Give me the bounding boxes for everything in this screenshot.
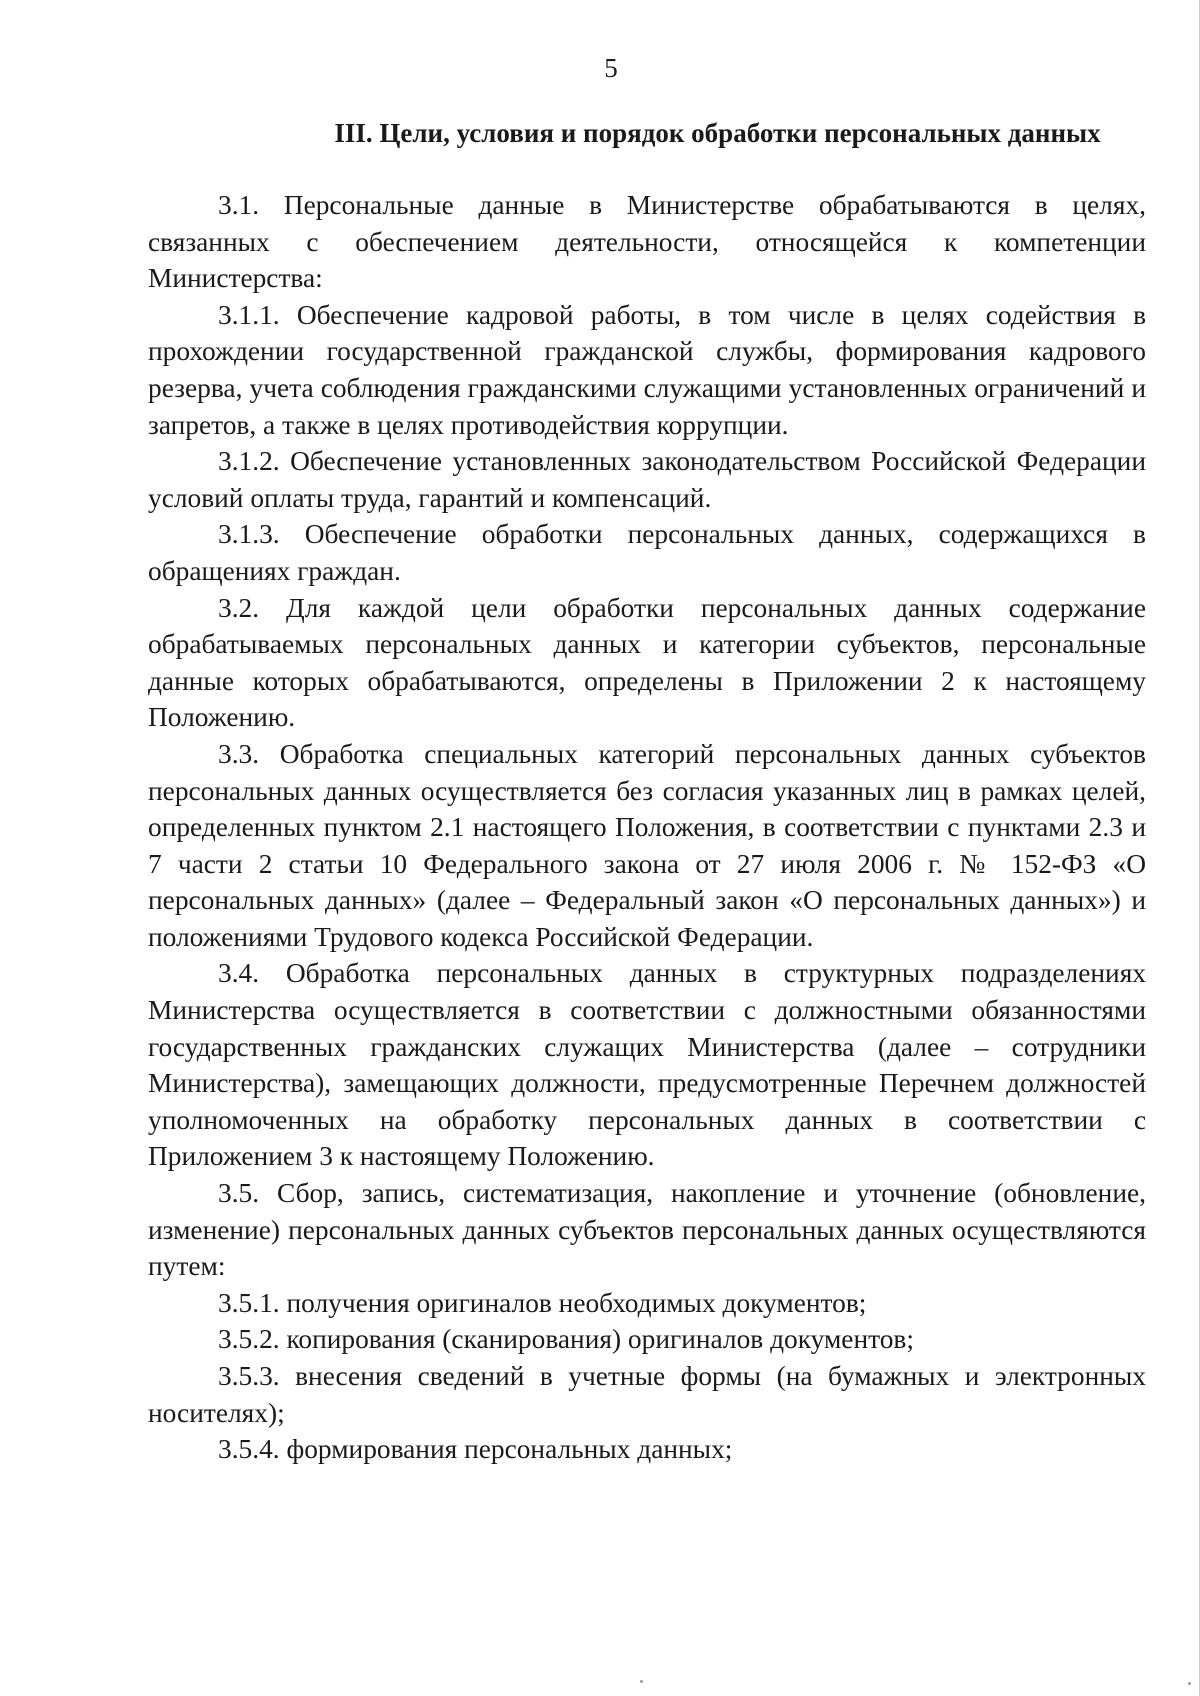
paragraph-3-5-2: 3.5.2. копирования (сканирования) оригиналов документов;: [218, 1324, 914, 1355]
paragraph-3-5-1: 3.5.1. получения оригиналов необходимых документов;: [218, 1287, 867, 1318]
section-title: III. Цели, условия и порядок обработки персональных данных: [334, 118, 1101, 148]
paragraph-3-1: 3.1. Персональные данные в Министерстве обрабатываются в целях, связанных с обеспечением деятельности, относящейся к компетенции Министерства:: [148, 190, 1146, 294]
paragraph-3-5-4: 3.5.4. формирования персональных данных;: [218, 1434, 733, 1465]
scan-speck: [640, 1680, 643, 1683]
paragraph-3-1-1: 3.1.1. Обеспечение кадровой работы, в том числе в целях содействия в прохождении государственной гражданской службы, формирования кадрового резерва, учета соблюдения гражданскими служащими установленных ограничений и запретов, а также в целях противодействия коррупции.: [148, 299, 1146, 440]
page-number: 5: [604, 53, 618, 83]
paragraph-3-5: 3.5. Сбор, запись, систематизация, накопление и уточнение (обновление, изменение) персональных данных субъектов персональных данных осуществляются путем:: [148, 1178, 1146, 1282]
paragraph-3-1-3: 3.1.3. Обеспечение обработки персональных данных, содержащихся в обращениях граждан.: [148, 519, 1146, 586]
paragraph-3-2: 3.2. Для каждой цели обработки персональных данных содержание обрабатываемых персональных данных и категории субъектов, персональные данные которых обрабатываются, определены в Приложении 2 к настоящему Положению.: [148, 592, 1146, 733]
paragraph-3-5-3: 3.5.3. внесения сведений в учетные формы (на бумажных и электронных носителях);: [148, 1361, 1146, 1428]
paragraph-3-3: 3.3. Обработка специальных категорий персональных данных субъектов персональных данных осуществляется без согласия указанных лиц в рамках целей, определенных пунктом 2.1 настоящего Положения, в соответствии с пунктами 2.3 и 7 части 2 статьи 10 Федерального закона от 27 июля 2006 г. № 152-ФЗ «О персональных данных» (далее – Федеральный закон «О персональных данных») и положениями Трудового кодекса Российской Федерации.: [148, 738, 1146, 952]
paragraph-3-4: 3.4. Обработка персональных данных в структурных подразделениях Министерства осуществляется в соответствии с должностными обязанностями государственных гражданских служащих Министерства (далее – сотрудники Министерства), замещающих должности, предусмотренные Перечнем должностей уполномоченных на обработку персональных данных в соответствии с Приложением 3 к настоящему Положению.: [148, 958, 1146, 1172]
scan-speck: [1188, 1682, 1191, 1685]
document-body: [148, 187, 1146, 1468]
paragraph-3-1-2: 3.1.2. Обеспечение установленных законодательством Российской Федерации условий оплаты труда, гарантий и компенсаций.: [148, 446, 1146, 513]
